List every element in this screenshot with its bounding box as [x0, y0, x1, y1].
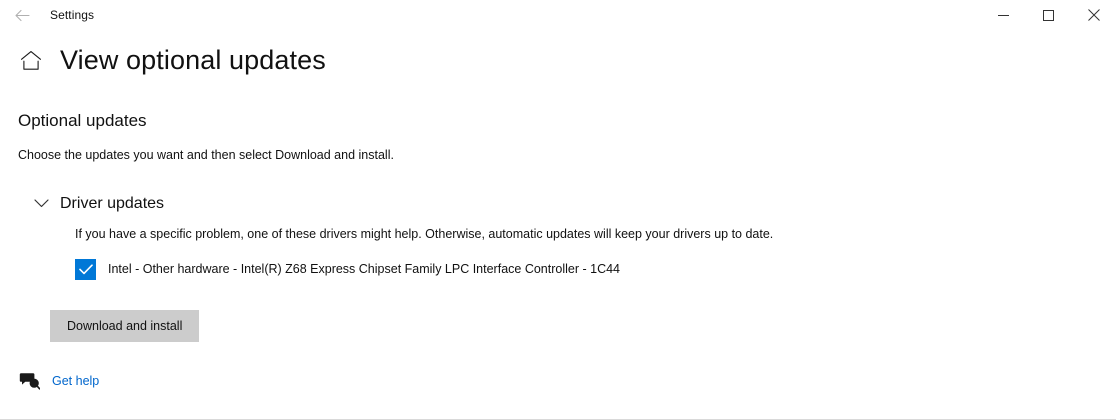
- window-controls: [981, 0, 1116, 30]
- section-description: Choose the updates you want and then select Download and install.: [18, 147, 394, 162]
- get-help-row[interactable]: [18, 370, 1116, 392]
- get-help-link[interactable]: Get help: [52, 373, 100, 388]
- window-titlebar: [0, 0, 1116, 30]
- page-title: View optional updates: [60, 45, 326, 75]
- maximize-button[interactable]: [1026, 0, 1071, 30]
- driver-updates-description: If you have a specific problem, one of these drivers might help. Otherwise, automatic updates will keep your drivers up to date.: [75, 226, 774, 241]
- update-item-label: Intel - Other hardware - Intel(R) Z68 Express Chipset Family LPC Interface Controller - 1C44: [108, 262, 620, 277]
- app-title: Settings: [50, 8, 95, 22]
- close-button[interactable]: [1071, 0, 1116, 30]
- main-content: [0, 111, 1116, 342]
- section-heading: Optional updates: [18, 110, 147, 130]
- download-and-install-button[interactable]: Download and install: [50, 310, 199, 342]
- minimize-button[interactable]: [981, 0, 1026, 30]
- help-feedback-icon[interactable]: [18, 370, 40, 392]
- home-icon[interactable]: [18, 48, 44, 74]
- update-item-checkbox[interactable]: [75, 259, 96, 280]
- chevron-down-icon[interactable]: [32, 195, 50, 213]
- page-header: [0, 30, 1116, 76]
- driver-updates-title: Driver updates: [60, 194, 165, 212]
- back-button[interactable]: [0, 0, 44, 30]
- update-item-row[interactable]: [75, 259, 1098, 280]
- driver-updates-group-header[interactable]: [32, 195, 1098, 213]
- driver-updates-group: [18, 195, 1098, 280]
